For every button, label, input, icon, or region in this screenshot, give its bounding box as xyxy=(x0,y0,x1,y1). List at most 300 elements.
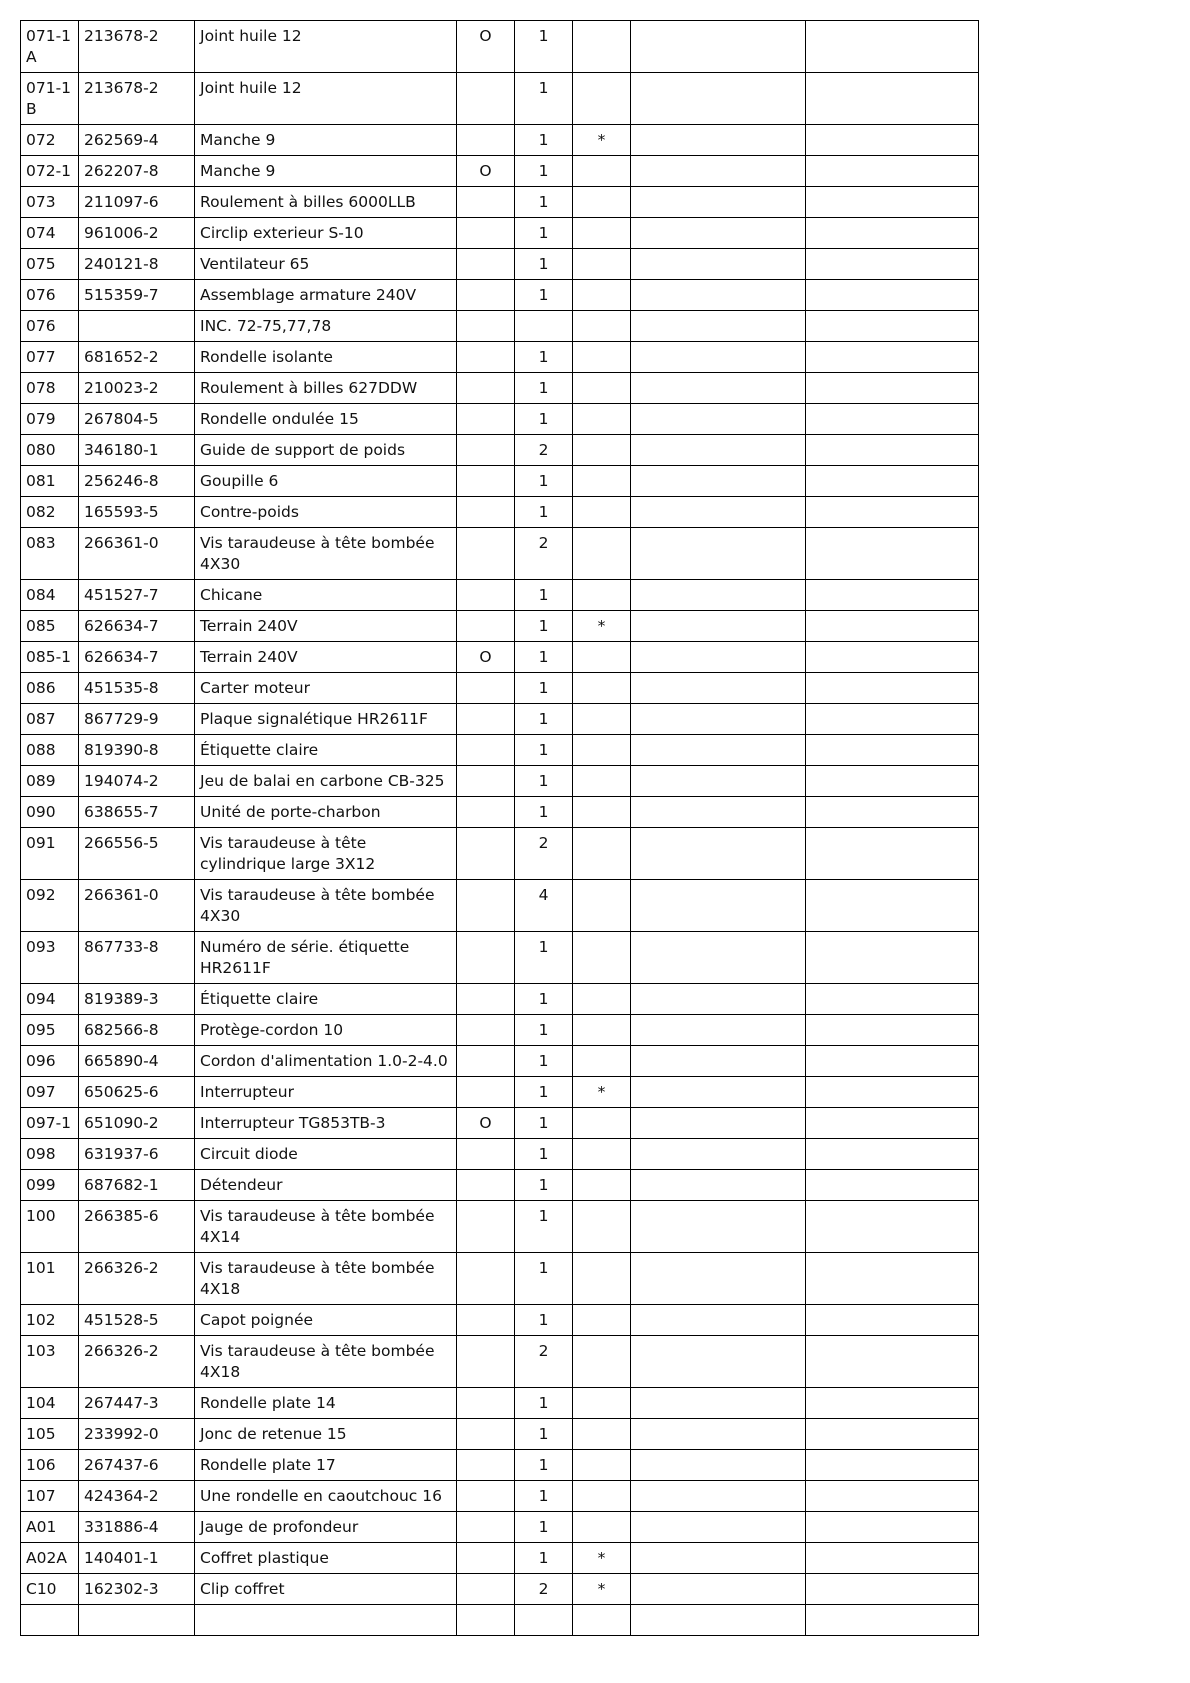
part-number-cell: 331886-4 xyxy=(79,1512,195,1543)
ref-number-cell: 107 xyxy=(21,1481,79,1512)
quantity-cell: 1 xyxy=(515,1170,573,1201)
ref-number-cell: 106 xyxy=(21,1450,79,1481)
mark-cell xyxy=(573,156,631,187)
blank-cell xyxy=(806,528,979,580)
quantity-cell: 1 xyxy=(515,73,573,125)
blank-cell xyxy=(806,342,979,373)
blank-cell xyxy=(806,932,979,984)
blank-cell xyxy=(806,797,979,828)
table-row xyxy=(21,828,979,880)
table-row xyxy=(21,673,979,704)
blank-cell xyxy=(631,828,806,880)
ref-number-cell: 079 xyxy=(21,404,79,435)
quantity-cell: 1 xyxy=(515,673,573,704)
blank-cell xyxy=(806,1419,979,1450)
part-number-cell: 266385-6 xyxy=(79,1201,195,1253)
quantity-cell: 2 xyxy=(515,828,573,880)
option-cell xyxy=(457,673,515,704)
mark-cell xyxy=(573,404,631,435)
table-row xyxy=(21,1046,979,1077)
ref-number-cell: 086 xyxy=(21,673,79,704)
blank-cell xyxy=(806,673,979,704)
option-cell xyxy=(457,1077,515,1108)
option-cell xyxy=(457,1419,515,1450)
blank-cell xyxy=(631,1253,806,1305)
blank-cell xyxy=(631,125,806,156)
quantity-cell: 1 xyxy=(515,342,573,373)
mark-cell xyxy=(573,1388,631,1419)
quantity-cell: 1 xyxy=(515,1419,573,1450)
table-row xyxy=(21,373,979,404)
blank-cell xyxy=(806,466,979,497)
part-number-cell: 819389-3 xyxy=(79,984,195,1015)
table-row xyxy=(21,1015,979,1046)
mark-cell xyxy=(573,311,631,342)
description-cell: Plaque signalétique HR2611F xyxy=(195,704,457,735)
option-cell xyxy=(457,580,515,611)
blank-cell xyxy=(631,611,806,642)
quantity-cell: 1 xyxy=(515,1077,573,1108)
ref-number-cell: 084 xyxy=(21,580,79,611)
option-cell xyxy=(457,125,515,156)
mark-cell: * xyxy=(573,1574,631,1605)
part-number-cell: 266556-5 xyxy=(79,828,195,880)
blank-cell xyxy=(806,1170,979,1201)
blank-cell xyxy=(806,611,979,642)
blank-cell xyxy=(631,673,806,704)
mark-cell: * xyxy=(573,125,631,156)
blank-cell xyxy=(806,1450,979,1481)
blank-cell xyxy=(631,1077,806,1108)
description-cell: Vis taraudeuse à tête bombée 4X14 xyxy=(195,1201,457,1253)
option-cell xyxy=(457,342,515,373)
description-cell: Rondelle isolante xyxy=(195,342,457,373)
option-cell xyxy=(457,735,515,766)
description-cell: Contre-poids xyxy=(195,497,457,528)
blank-cell xyxy=(631,1336,806,1388)
blank-cell xyxy=(806,704,979,735)
blank-cell xyxy=(806,1046,979,1077)
mark-cell xyxy=(573,880,631,932)
blank-cell xyxy=(631,1419,806,1450)
description-cell: Rondelle ondulée 15 xyxy=(195,404,457,435)
blank-cell xyxy=(806,1305,979,1336)
ref-number-cell: 073 xyxy=(21,187,79,218)
mark-cell xyxy=(573,1605,631,1636)
blank-cell xyxy=(631,1388,806,1419)
description-cell: Vis taraudeuse à tête bombée 4X18 xyxy=(195,1336,457,1388)
mark-cell xyxy=(573,1108,631,1139)
quantity-cell: 1 xyxy=(515,497,573,528)
blank-cell xyxy=(631,984,806,1015)
blank-cell xyxy=(631,1201,806,1253)
description-cell: Roulement à billes 627DDW xyxy=(195,373,457,404)
description-cell: Jeu de balai en carbone CB-325 xyxy=(195,766,457,797)
ref-number-cell: A02A xyxy=(21,1543,79,1574)
mark-cell xyxy=(573,373,631,404)
ref-number-cell: 101 xyxy=(21,1253,79,1305)
ref-number-cell: 093 xyxy=(21,932,79,984)
blank-cell xyxy=(631,435,806,466)
description-cell: Interrupteur TG853TB-3 xyxy=(195,1108,457,1139)
description-cell: Étiquette claire xyxy=(195,984,457,1015)
parts-list-table xyxy=(20,20,979,1636)
ref-number-cell: 085-1 xyxy=(21,642,79,673)
table-row xyxy=(21,1450,979,1481)
quantity-cell: 1 xyxy=(515,218,573,249)
part-number-cell: 451528-5 xyxy=(79,1305,195,1336)
table-row xyxy=(21,187,979,218)
part-number-cell xyxy=(79,1605,195,1636)
mark-cell xyxy=(573,704,631,735)
blank-cell xyxy=(631,342,806,373)
description-cell: Manche 9 xyxy=(195,125,457,156)
mark-cell xyxy=(573,797,631,828)
ref-number-cell: 105 xyxy=(21,1419,79,1450)
ref-number-cell: 102 xyxy=(21,1305,79,1336)
part-number-cell xyxy=(79,311,195,342)
description-cell: Coffret plastique xyxy=(195,1543,457,1574)
description-cell: Rondelle plate 14 xyxy=(195,1388,457,1419)
blank-cell xyxy=(631,1305,806,1336)
description-cell: Vis taraudeuse à tête bombée 4X30 xyxy=(195,528,457,580)
table-row xyxy=(21,1388,979,1419)
table-row xyxy=(21,404,979,435)
description-cell: Jauge de profondeur xyxy=(195,1512,457,1543)
blank-cell xyxy=(806,218,979,249)
part-number-cell: 867729-9 xyxy=(79,704,195,735)
blank-cell xyxy=(806,1201,979,1253)
blank-cell xyxy=(631,497,806,528)
table-row xyxy=(21,580,979,611)
quantity-cell xyxy=(515,311,573,342)
part-number-cell: 266361-0 xyxy=(79,528,195,580)
blank-cell xyxy=(631,1015,806,1046)
quantity-cell: 1 xyxy=(515,21,573,73)
mark-cell xyxy=(573,673,631,704)
table-row xyxy=(21,1543,979,1574)
option-cell xyxy=(457,1201,515,1253)
quantity-cell: 1 xyxy=(515,797,573,828)
table-row xyxy=(21,1139,979,1170)
mark-cell xyxy=(573,280,631,311)
option-cell xyxy=(457,1605,515,1636)
ref-number-cell: 078 xyxy=(21,373,79,404)
blank-cell xyxy=(806,766,979,797)
blank-cell xyxy=(631,1512,806,1543)
blank-cell xyxy=(631,187,806,218)
ref-number-cell: 085 xyxy=(21,611,79,642)
mark-cell xyxy=(573,580,631,611)
quantity-cell: 2 xyxy=(515,1574,573,1605)
option-cell: O xyxy=(457,156,515,187)
table-row xyxy=(21,435,979,466)
quantity-cell: 1 xyxy=(515,642,573,673)
option-cell xyxy=(457,704,515,735)
blank-cell xyxy=(631,880,806,932)
blank-cell xyxy=(806,735,979,766)
mark-cell xyxy=(573,218,631,249)
option-cell xyxy=(457,466,515,497)
table-row xyxy=(21,1305,979,1336)
mark-cell xyxy=(573,497,631,528)
mark-cell xyxy=(573,828,631,880)
table-row xyxy=(21,21,979,73)
quantity-cell: 1 xyxy=(515,1512,573,1543)
description-cell: Manche 9 xyxy=(195,156,457,187)
table-row xyxy=(21,1336,979,1388)
description-cell: Terrain 240V xyxy=(195,642,457,673)
table-row xyxy=(21,611,979,642)
part-number-cell: 262207-8 xyxy=(79,156,195,187)
description-cell: Ventilateur 65 xyxy=(195,249,457,280)
quantity-cell: 1 xyxy=(515,932,573,984)
quantity-cell: 1 xyxy=(515,1015,573,1046)
table-row xyxy=(21,797,979,828)
mark-cell xyxy=(573,249,631,280)
blank-cell xyxy=(631,1450,806,1481)
part-number-cell: 267437-6 xyxy=(79,1450,195,1481)
description-cell: Étiquette claire xyxy=(195,735,457,766)
description-cell: Détendeur xyxy=(195,1170,457,1201)
table-row xyxy=(21,497,979,528)
part-number-cell: 650625-6 xyxy=(79,1077,195,1108)
part-number-cell: 626634-7 xyxy=(79,642,195,673)
blank-cell xyxy=(806,1108,979,1139)
table-row xyxy=(21,880,979,932)
part-number-cell: 140401-1 xyxy=(79,1543,195,1574)
ref-number-cell: 074 xyxy=(21,218,79,249)
blank-cell xyxy=(806,1077,979,1108)
ref-number-cell: 091 xyxy=(21,828,79,880)
blank-cell xyxy=(806,125,979,156)
option-cell xyxy=(457,1305,515,1336)
blank-cell xyxy=(631,1139,806,1170)
blank-cell xyxy=(806,249,979,280)
table-row xyxy=(21,1170,979,1201)
part-number-cell: 626634-7 xyxy=(79,611,195,642)
quantity-cell: 1 xyxy=(515,580,573,611)
blank-cell xyxy=(631,704,806,735)
part-number-cell: 961006-2 xyxy=(79,218,195,249)
description-cell: Roulement à billes 6000LLB xyxy=(195,187,457,218)
quantity-cell: 1 xyxy=(515,1046,573,1077)
blank-cell xyxy=(806,1253,979,1305)
table-row xyxy=(21,1574,979,1605)
table-row xyxy=(21,1077,979,1108)
part-number-cell: 665890-4 xyxy=(79,1046,195,1077)
table-row xyxy=(21,1419,979,1450)
mark-cell xyxy=(573,528,631,580)
ref-number-cell: 094 xyxy=(21,984,79,1015)
part-number-cell: 194074-2 xyxy=(79,766,195,797)
quantity-cell: 1 xyxy=(515,1253,573,1305)
blank-cell xyxy=(631,528,806,580)
ref-number-cell: 077 xyxy=(21,342,79,373)
quantity-cell: 1 xyxy=(515,704,573,735)
ref-number-cell: 076 xyxy=(21,311,79,342)
blank-cell xyxy=(806,1605,979,1636)
description-cell: Vis taraudeuse à tête cylindrique large 3X12 xyxy=(195,828,457,880)
description-cell: Numéro de série. étiquette HR2611F xyxy=(195,932,457,984)
description-cell: INC. 72-75,77,78 xyxy=(195,311,457,342)
part-number-cell: 424364-2 xyxy=(79,1481,195,1512)
blank-cell xyxy=(806,1574,979,1605)
part-number-cell: 682566-8 xyxy=(79,1015,195,1046)
mark-cell xyxy=(573,766,631,797)
option-cell xyxy=(457,497,515,528)
quantity-cell: 1 xyxy=(515,611,573,642)
quantity-cell: 1 xyxy=(515,1201,573,1253)
mark-cell xyxy=(573,1253,631,1305)
blank-cell xyxy=(631,1574,806,1605)
table-row xyxy=(21,932,979,984)
part-number-cell: 211097-6 xyxy=(79,187,195,218)
quantity-cell: 1 xyxy=(515,1305,573,1336)
blank-cell xyxy=(631,21,806,73)
option-cell: O xyxy=(457,1108,515,1139)
ref-number-cell: 071-1A xyxy=(21,21,79,73)
description-cell: Une rondelle en caoutchouc 16 xyxy=(195,1481,457,1512)
quantity-cell: 1 xyxy=(515,1481,573,1512)
blank-cell xyxy=(806,280,979,311)
option-cell xyxy=(457,1481,515,1512)
mark-cell xyxy=(573,1512,631,1543)
ref-number-cell: 072-1 xyxy=(21,156,79,187)
ref-number-cell: 100 xyxy=(21,1201,79,1253)
blank-cell xyxy=(631,218,806,249)
quantity-cell: 1 xyxy=(515,1139,573,1170)
table-row xyxy=(21,342,979,373)
table-row xyxy=(21,280,979,311)
description-cell: Goupille 6 xyxy=(195,466,457,497)
option-cell xyxy=(457,435,515,466)
blank-cell xyxy=(806,880,979,932)
quantity-cell: 1 xyxy=(515,466,573,497)
part-number-cell: 266361-0 xyxy=(79,880,195,932)
part-number-cell: 819390-8 xyxy=(79,735,195,766)
mark-cell xyxy=(573,932,631,984)
table-row xyxy=(21,1201,979,1253)
part-number-cell: 681652-2 xyxy=(79,342,195,373)
quantity-cell: 1 xyxy=(515,373,573,404)
blank-cell xyxy=(631,797,806,828)
table-row xyxy=(21,249,979,280)
part-number-cell: 267447-3 xyxy=(79,1388,195,1419)
quantity-cell: 2 xyxy=(515,1336,573,1388)
blank-cell xyxy=(806,984,979,1015)
option-cell xyxy=(457,280,515,311)
mark-cell xyxy=(573,1170,631,1201)
option-cell xyxy=(457,187,515,218)
table-row xyxy=(21,704,979,735)
part-number-cell: 165593-5 xyxy=(79,497,195,528)
description-cell: Unité de porte-charbon xyxy=(195,797,457,828)
table-row xyxy=(21,1512,979,1543)
option-cell xyxy=(457,1139,515,1170)
quantity-cell: 1 xyxy=(515,187,573,218)
part-number-cell: 638655-7 xyxy=(79,797,195,828)
quantity-cell: 1 xyxy=(515,1543,573,1574)
blank-cell xyxy=(806,1139,979,1170)
ref-number-cell: 095 xyxy=(21,1015,79,1046)
option-cell xyxy=(457,404,515,435)
quantity-cell: 1 xyxy=(515,735,573,766)
option-cell xyxy=(457,1388,515,1419)
option-cell xyxy=(457,1253,515,1305)
option-cell xyxy=(457,249,515,280)
description-cell: Cordon d'alimentation 1.0-2-4.0 xyxy=(195,1046,457,1077)
option-cell xyxy=(457,1170,515,1201)
quantity-cell xyxy=(515,1605,573,1636)
blank-cell xyxy=(631,373,806,404)
option-cell xyxy=(457,1046,515,1077)
ref-number-cell: 075 xyxy=(21,249,79,280)
mark-cell xyxy=(573,1046,631,1077)
blank-cell xyxy=(806,1015,979,1046)
parts-list-body xyxy=(21,21,979,1636)
option-cell xyxy=(457,373,515,404)
description-cell: Terrain 240V xyxy=(195,611,457,642)
option-cell xyxy=(457,218,515,249)
blank-cell xyxy=(631,280,806,311)
blank-cell xyxy=(631,249,806,280)
blank-cell xyxy=(806,373,979,404)
blank-cell xyxy=(631,73,806,125)
mark-cell xyxy=(573,642,631,673)
description-cell: Joint huile 12 xyxy=(195,21,457,73)
ref-number-cell: 099 xyxy=(21,1170,79,1201)
ref-number-cell: 097-1 xyxy=(21,1108,79,1139)
quantity-cell: 1 xyxy=(515,1450,573,1481)
ref-number-cell: A01 xyxy=(21,1512,79,1543)
quantity-cell: 1 xyxy=(515,404,573,435)
blank-cell xyxy=(806,580,979,611)
mark-cell xyxy=(573,1201,631,1253)
blank-cell xyxy=(631,1108,806,1139)
part-number-cell: 451535-8 xyxy=(79,673,195,704)
table-row xyxy=(21,73,979,125)
ref-number-cell: 089 xyxy=(21,766,79,797)
mark-cell xyxy=(573,735,631,766)
option-cell xyxy=(457,1336,515,1388)
option-cell xyxy=(457,1512,515,1543)
quantity-cell: 2 xyxy=(515,435,573,466)
blank-cell xyxy=(631,1481,806,1512)
description-cell: Guide de support de poids xyxy=(195,435,457,466)
table-row xyxy=(21,528,979,580)
blank-cell xyxy=(631,932,806,984)
blank-cell xyxy=(631,311,806,342)
blank-cell xyxy=(631,1543,806,1574)
blank-cell xyxy=(806,828,979,880)
table-row xyxy=(21,1253,979,1305)
blank-cell xyxy=(631,735,806,766)
mark-cell xyxy=(573,73,631,125)
mark-cell xyxy=(573,1015,631,1046)
blank-cell xyxy=(631,580,806,611)
blank-cell xyxy=(806,1481,979,1512)
blank-cell xyxy=(631,1605,806,1636)
blank-cell xyxy=(806,156,979,187)
table-row xyxy=(21,1605,979,1636)
blank-cell xyxy=(806,1512,979,1543)
table-row xyxy=(21,642,979,673)
part-number-cell: 451527-7 xyxy=(79,580,195,611)
part-number-cell: 233992-0 xyxy=(79,1419,195,1450)
blank-cell xyxy=(631,466,806,497)
blank-cell xyxy=(631,642,806,673)
